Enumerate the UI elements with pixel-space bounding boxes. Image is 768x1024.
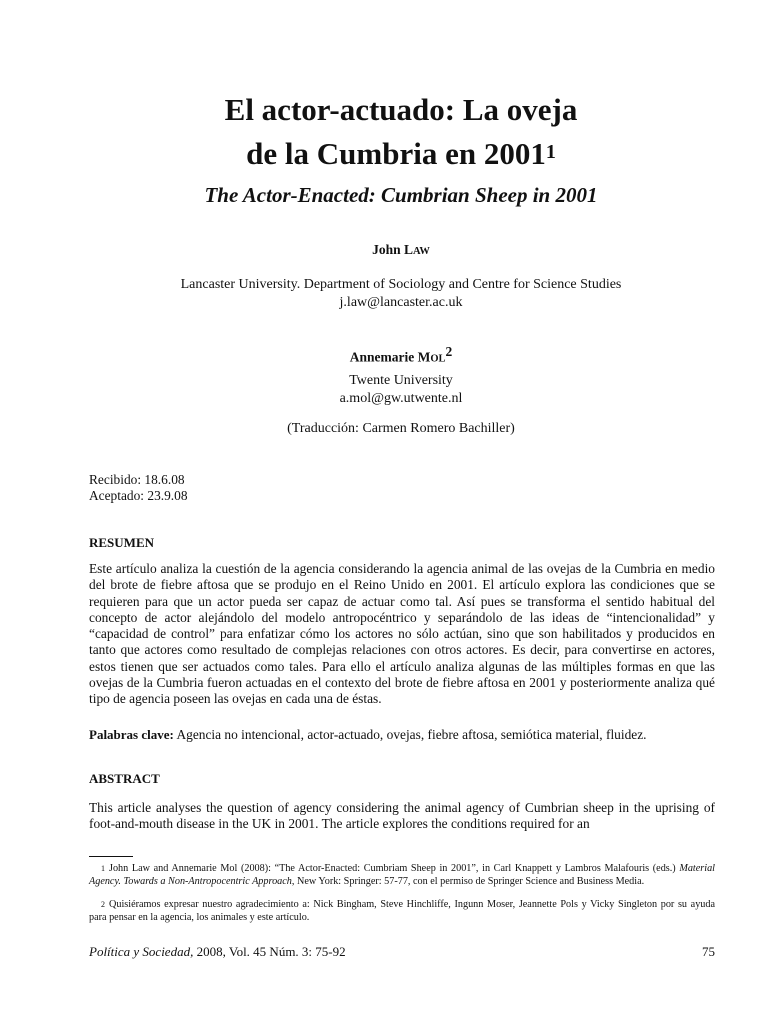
journal-name: Política y Sociedad,: [89, 944, 194, 959]
author-1-last-initial: L: [403, 242, 413, 257]
keywords-text: Agencia no intencional, actor-actuado, ovejas, fiebre aftosa, semiótica material, fluidez.: [176, 727, 647, 742]
article-subtitle: The Actor-Enacted: Cumbrian Sheep in 2001: [204, 183, 598, 207]
author-2-name: [0, 343, 768, 369]
footnote-1-post: , New York: Springer: 57-77, con el permiso de Springer Science and Business Media.: [291, 876, 645, 888]
resumen-text: Este artículo analiza la cuestión de la agencia considerando la agencia animal de las ovejas de la Cumbria en medio del brote de fiebre aftosa que se produjo en el Reino Unido en 2001. El artículo explora las condiciones que se requieren para que un actor pueda ser capaz de actuar como tal. Así pues se transforma el sentido habitual del concepto de actor alejándolo del modelo antropocéntrico y separándolo de las ideas de “intencionalidad” y “capacidad de control” para enfatizar cómo los actores no sólo actúan, sino que son habilitados y producidos en tanto que actores como resultado de complejas relaciones con otros actores. Es decir, para convertirse en actores, estos tienen que ser actuados como tales. Para ello el artículo analiza algunas de las múltiples formas en que las ovejas de la Cumbria fueron actuadas en el contexto del brote de fiebre aftosa en 2001 y posteriormente analiza qué tipo de agencia poseen las ovejas en cada una de éstas.: [89, 561, 715, 707]
author-1-email[interactable]: j.law@lancaster.ac.uk: [339, 295, 463, 310]
author-1-name: [0, 241, 768, 261]
author-2-last-rest: OL: [430, 353, 446, 365]
title-footnote-mark[interactable]: 1: [545, 141, 556, 163]
author-1-affiliation: Lancaster University. Department of Sociology and Centre for Science Studies: [180, 277, 622, 292]
footnote-1: [89, 862, 715, 889]
keywords-label: Palabras clave:: [89, 727, 174, 742]
article-title: [0, 88, 768, 176]
footnote-1-pre: John Law and Annemarie Mol (2008): “The Actor-Enacted: Cumbriam Sheep in 2001”, in Carl Knappett y Lambros Malafouris (eds.): [109, 863, 680, 874]
received-date: Recibido: 18.6.08: [89, 472, 185, 487]
page-number: 75: [702, 944, 715, 959]
author-1-first: John: [372, 242, 401, 257]
abstract-heading: ABSTRACT: [89, 771, 160, 786]
translation-credit: (Traducción: Carmen Romero Bachiller): [287, 421, 515, 436]
footnote-2-number: 2: [101, 900, 105, 909]
title-line-2: [0, 132, 768, 176]
dates-block: [89, 472, 715, 505]
page-footer: [89, 944, 715, 960]
footnote-2: [89, 898, 715, 925]
journal-citation: 2008, Vol. 45 Núm. 3: 75-92: [193, 944, 346, 959]
footnote-1-number: 1: [101, 864, 105, 873]
footnote-separator: [89, 856, 133, 857]
author-2-affiliation: Twente University: [349, 373, 453, 388]
footnote-1-italic: Material Agency. Towards a Non-Antropocentric Approach: [89, 863, 715, 888]
abstract-text: This article analyses the question of agency considering the animal agency of Cumbrian sheep in the uprising of foot-and-mouth disease in the UK in 2001. The article explores the conditions required for an: [89, 800, 715, 832]
author-2-email[interactable]: a.mol@gw.utwente.nl: [339, 391, 463, 406]
keywords: [89, 727, 715, 743]
author-2-last-initial: M: [417, 349, 431, 365]
resumen-heading: RESUMEN: [89, 535, 155, 550]
author-2-footnote-mark[interactable]: 2: [445, 344, 453, 359]
accepted-date: Aceptado: 23.9.08: [89, 488, 188, 504]
title-line-2-text: de la Cumbria en 2001: [246, 136, 546, 171]
footnote-2-text: Quisiéramos expresar nuestro agradecimiento a: Nick Bingham, Steve Hinchliffe, Ingunn Moser, Jeannette Pols y Vicky Singleton por su ayuda para pensar en la agencia, los animales y este artículo.: [89, 899, 715, 924]
author-2-first: Annemarie: [349, 349, 415, 365]
title-line-1: El actor-actuado: La oveja: [224, 92, 578, 127]
author-1-last-rest: AW: [413, 246, 430, 257]
